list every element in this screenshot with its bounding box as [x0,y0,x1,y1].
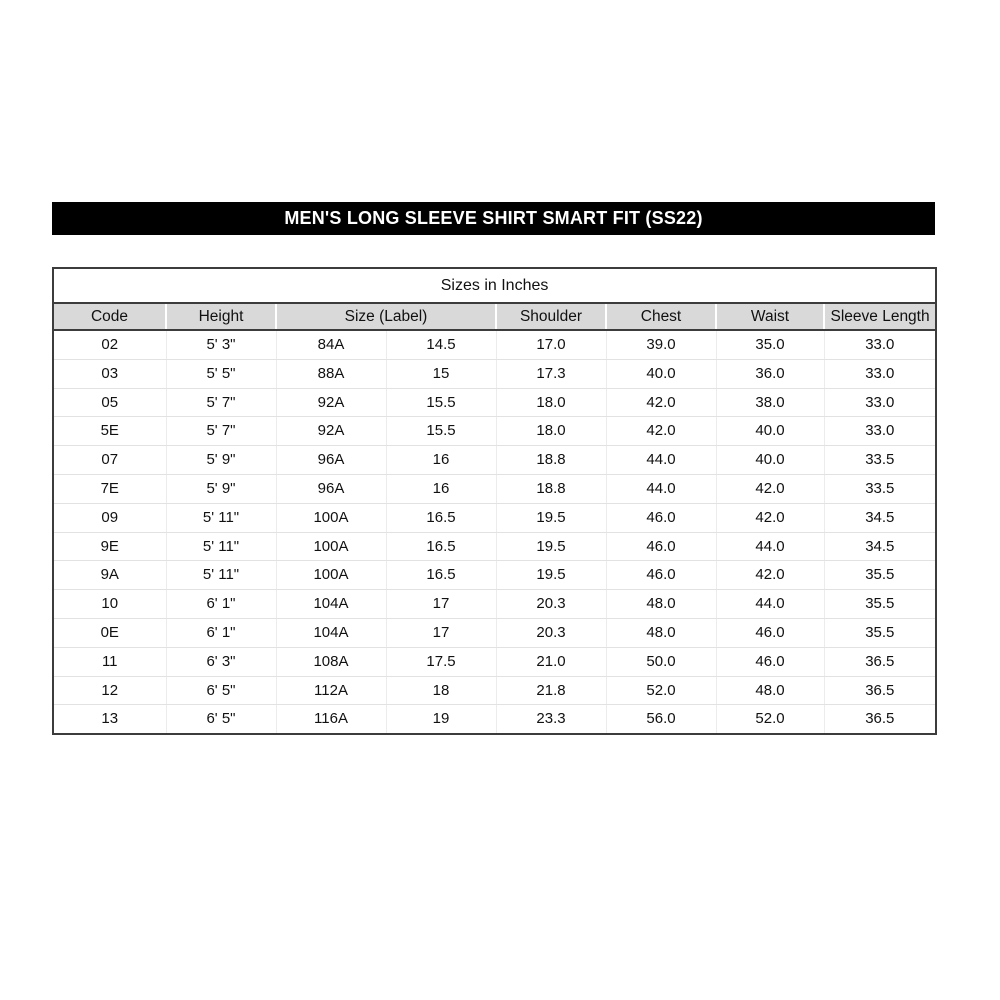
table-row [53,705,936,734]
table-row [53,474,936,503]
table-row [53,503,936,532]
table-cell: 116A [276,705,386,734]
table-cell: 07 [53,446,166,475]
table-cell: 5' 5" [166,359,276,388]
table-row [53,647,936,676]
table-cell: 05 [53,388,166,417]
table-cell: 33.0 [824,330,936,359]
table-cell: 36.0 [716,359,824,388]
table-cell: 46.0 [606,561,716,590]
table-cell: 6' 5" [166,705,276,734]
size-table-body [53,330,936,734]
column-header: Waist [716,303,824,330]
table-cell: 20.3 [496,618,606,647]
table-cell: 16.5 [386,532,496,561]
title-banner [52,202,935,235]
table-cell: 17 [386,618,496,647]
table-cell: 09 [53,503,166,532]
table-cell: 46.0 [716,647,824,676]
table-cell: 6' 5" [166,676,276,705]
table-cell: 5' 9" [166,446,276,475]
table-cell: 44.0 [606,474,716,503]
table-cell: 100A [276,561,386,590]
table-cell: 5' 7" [166,417,276,446]
table-cell: 17.3 [496,359,606,388]
table-cell: 5E [53,417,166,446]
page-title: MEN'S LONG SLEEVE SHIRT SMART FIT (SS22) [284,208,703,228]
table-cell: 7E [53,474,166,503]
table-cell: 15 [386,359,496,388]
table-row [53,590,936,619]
table-cell: 19.5 [496,503,606,532]
table-cell: 16 [386,474,496,503]
table-cell: 104A [276,590,386,619]
table-cell: 42.0 [716,503,824,532]
table-cell: 42.0 [716,474,824,503]
table-cell: 84A [276,330,386,359]
table-cell: 42.0 [606,417,716,446]
table-cell: 16.5 [386,503,496,532]
table-cell: 35.5 [824,618,936,647]
table-cell: 18.0 [496,417,606,446]
table-cell: 13 [53,705,166,734]
table-cell: 38.0 [716,388,824,417]
table-cell: 36.5 [824,705,936,734]
table-cell: 96A [276,474,386,503]
size-table [52,267,937,735]
table-cell: 44.0 [606,446,716,475]
table-cell: 6' 3" [166,647,276,676]
table-cell: 9E [53,532,166,561]
table-cell: 88A [276,359,386,388]
table-cell: 23.3 [496,705,606,734]
table-cell: 44.0 [716,532,824,561]
table-cell: 17 [386,590,496,619]
table-cell: 19.5 [496,532,606,561]
table-cell: 96A [276,446,386,475]
table-cell: 18 [386,676,496,705]
column-header: Chest [606,303,716,330]
table-cell: 46.0 [606,532,716,561]
table-cell: 34.5 [824,532,936,561]
column-header: Size (Label) [276,303,496,330]
table-cell: 108A [276,647,386,676]
table-cell: 18.0 [496,388,606,417]
table-row [53,532,936,561]
table-cell: 5' 11" [166,532,276,561]
table-cell: 50.0 [606,647,716,676]
column-header: Sleeve Length [824,303,936,330]
table-row [53,330,936,359]
table-row [53,561,936,590]
table-cell: 40.0 [606,359,716,388]
table-cell: 33.0 [824,359,936,388]
table-cell: 15.5 [386,388,496,417]
table-cell: 44.0 [716,590,824,619]
size-table-container [52,267,935,735]
table-cell: 52.0 [606,676,716,705]
table-cell: 35.5 [824,561,936,590]
table-cell: 6' 1" [166,618,276,647]
table-row [53,417,936,446]
column-header: Height [166,303,276,330]
column-header: Code [53,303,166,330]
table-cell: 21.0 [496,647,606,676]
table-cell: 12 [53,676,166,705]
table-cell: 34.5 [824,503,936,532]
table-cell: 92A [276,388,386,417]
table-cell: 112A [276,676,386,705]
table-row [53,359,936,388]
table-cell: 03 [53,359,166,388]
table-cell: 56.0 [606,705,716,734]
table-cell: 16.5 [386,561,496,590]
table-cell: 15.5 [386,417,496,446]
table-cell: 9A [53,561,166,590]
table-cell: 02 [53,330,166,359]
table-caption-row [53,268,936,303]
table-cell: 42.0 [716,561,824,590]
table-cell: 5' 11" [166,503,276,532]
table-header-row [53,303,936,330]
table-cell: 46.0 [716,618,824,647]
table-cell: 10 [53,590,166,619]
table-row [53,618,936,647]
table-cell: 21.8 [496,676,606,705]
table-cell: 19.5 [496,561,606,590]
table-cell: 17.0 [496,330,606,359]
table-cell: 14.5 [386,330,496,359]
table-cell: 11 [53,647,166,676]
table-cell: 42.0 [606,388,716,417]
table-cell: 40.0 [716,446,824,475]
table-cell: 5' 11" [166,561,276,590]
table-cell: 100A [276,532,386,561]
table-cell: 104A [276,618,386,647]
table-cell: 17.5 [386,647,496,676]
table-cell: 5' 3" [166,330,276,359]
table-cell: 18.8 [496,474,606,503]
table-cell: 5' 7" [166,388,276,417]
table-row [53,388,936,417]
table-cell: 39.0 [606,330,716,359]
table-cell: 35.5 [824,590,936,619]
table-cell: 19 [386,705,496,734]
table-caption: Sizes in Inches [53,268,936,303]
table-cell: 100A [276,503,386,532]
table-cell: 36.5 [824,647,936,676]
table-cell: 6' 1" [166,590,276,619]
table-cell: 36.5 [824,676,936,705]
table-cell: 92A [276,417,386,446]
table-cell: 33.5 [824,474,936,503]
table-cell: 52.0 [716,705,824,734]
column-header: Shoulder [496,303,606,330]
table-cell: 40.0 [716,417,824,446]
table-cell: 0E [53,618,166,647]
table-cell: 18.8 [496,446,606,475]
table-cell: 35.0 [716,330,824,359]
table-cell: 46.0 [606,503,716,532]
table-row [53,446,936,475]
table-cell: 33.5 [824,446,936,475]
table-cell: 33.0 [824,417,936,446]
table-cell: 16 [386,446,496,475]
table-cell: 5' 9" [166,474,276,503]
table-cell: 33.0 [824,388,936,417]
table-row [53,676,936,705]
table-cell: 20.3 [496,590,606,619]
table-cell: 48.0 [606,590,716,619]
table-cell: 48.0 [606,618,716,647]
table-cell: 48.0 [716,676,824,705]
